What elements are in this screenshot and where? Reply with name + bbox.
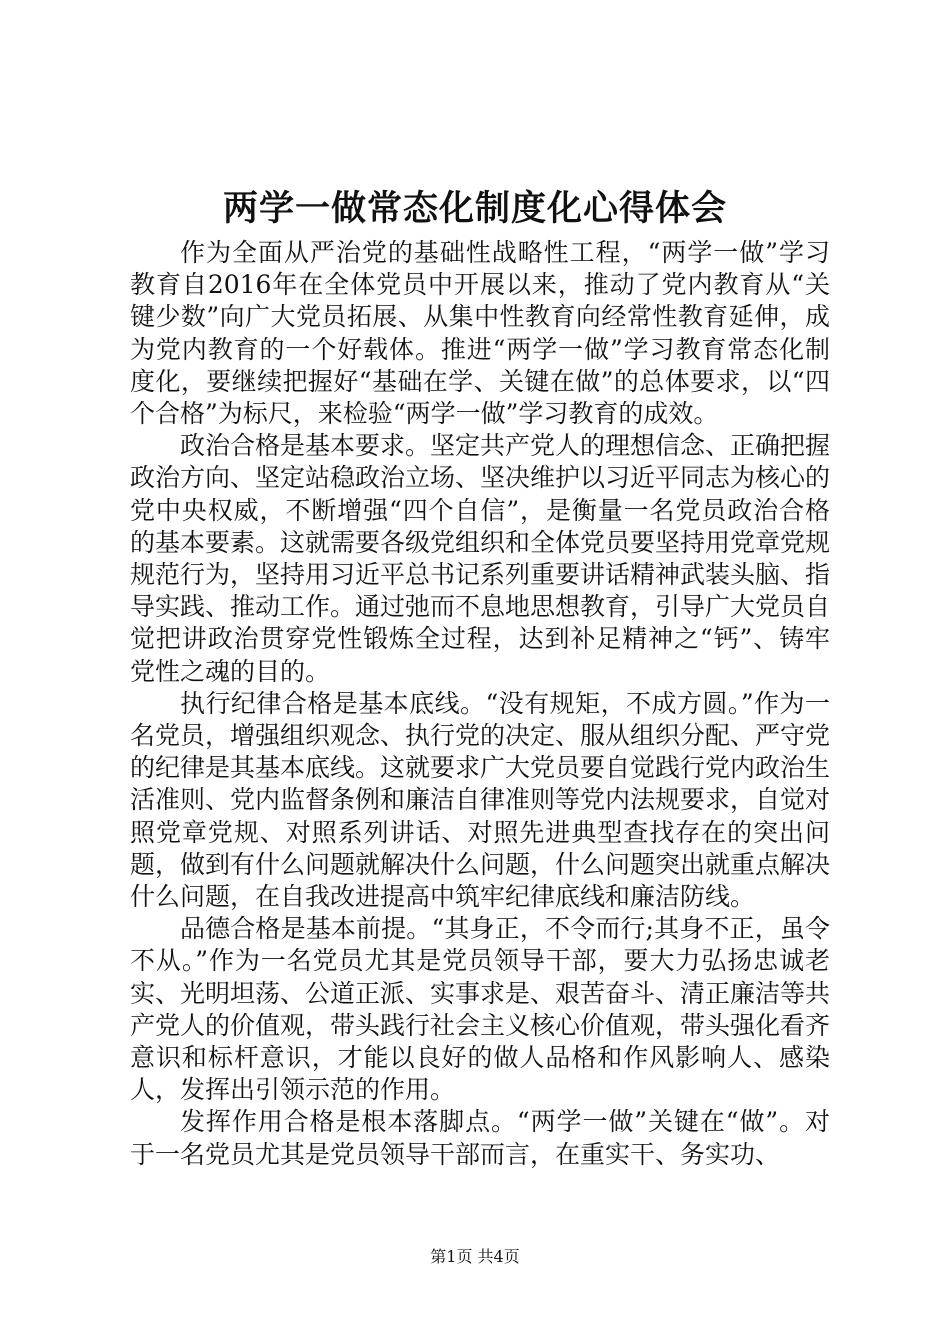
document-body <box>130 237 830 1171</box>
page-number: 第1页 <box>430 1247 473 1266</box>
paragraph-role: 发挥作用合格是根本落脚点。“两学一做”关键在“做”。对于一名党员尤其是党员领导干部而言，在重实干、务实功、 <box>130 1107 830 1169</box>
paragraph-political: 政治合格是基本要求。坚定共产党人的理想信念、正确把握政治方向、坚定站稳政治立场、坚决维护以习近平同志为核心的党中央权威，不断增强“四个自信”，是衡量一名党员政治合格的基本要素。这就需要各级党组织和全体党员要坚持用党章党规规范行为，坚持用习近平总书记系列重要讲话精神武装头脑、指导实践、推动工作。通过弛而不息地思想教育，引导广大党员自觉把讲政治贯穿党性锻炼全过程，达到补足精神之“钙”、铸牢党性之魂的目的。 <box>130 431 831 686</box>
paragraph-discipline: 执行纪律合格是基本底线。“没有规矩，不成方圆。”作为一名党员，增强组织观念、执行党的决定、服从组织分配、严守党的纪律是其基本底线。这就要求广大党员要自觉践行党内政治生活准则、党内监督条例和廉洁自律准则等党内法规要求，自觉对照党章党规、对照系列讲话、对照先进典型查找存在的突出问题，做到有什么问题就解决什么问题，什么问题突出就重点解决什么问题，在自我改进提高中筑牢纪律底线和廉洁防线。 <box>130 688 831 912</box>
page-footer <box>0 1247 950 1267</box>
paragraph-intro: 作为全面从严治党的基础性战略性工程，“两学一做”学习教育自2016年在全体党员中开展以来，推动了党内教育从“关键少数”向广大党员拓展、从集中性教育向经常性教育延伸，成为党内教育的一个好载体。推进“两学一做”学习教育常态化制度化，要继续把握好“基础在学、关键在做”的总体要求，以“四个合格”为标尺，来检验“两学一做”学习教育的成效。 <box>130 238 830 429</box>
document-title: 两学一做常态化制度化心得体会 <box>222 188 727 229</box>
paragraph-morality: 品德合格是基本前提。“其身正，不令而行;其身不正，虽令不从。”作为一名党员尤其是党员领导干部，要大力弘扬忠诚老实、光明坦荡、公道正派、实事求是、艰苦奋斗、清正廉洁等共产党人的价值观，带头践行社会主义核心价值观，带头强化看齐意识和标杆意识，才能以良好的做人品格和作风影响人、感染人，发挥出引领示范的作用。 <box>130 914 831 1105</box>
page-total: 共4页 <box>477 1247 520 1266</box>
